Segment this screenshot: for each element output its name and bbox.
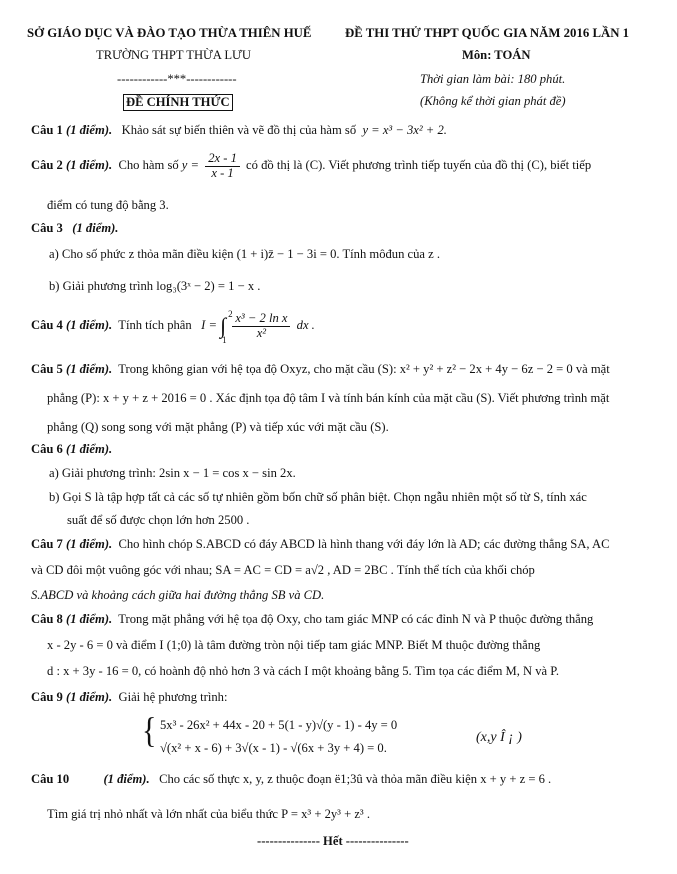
question-8-line3: d : x + 3y - 16 = 0, có hoành độ nhỏ hơn 3 và cách I một khoảng bằng 5. Tìm tọa các điểm M, N và P. <box>47 664 560 678</box>
integral-lhs: I = <box>201 318 217 333</box>
question-5-line2: phẳng (P): x + y + z + 2016 = 0 . Xác định tọa độ tâm I và tính bán kính của mặt cầu (S). Viết phương trình mặt <box>47 391 610 405</box>
fraction-numerator: x³ − 2 ln x <box>232 312 290 327</box>
fraction-denominator: x² <box>256 325 267 340</box>
time-limit: Thời gian làm bài: 180 phút. <box>420 72 566 86</box>
question-7 <box>31 537 609 552</box>
question-1 <box>31 123 447 138</box>
question-6b-line2: suất để số được chọn lớn hơn 2500 . <box>67 513 250 527</box>
end-marker: --------------- Hết --------------- <box>257 834 409 848</box>
question-text: Khảo sát sự biến thiên và vẽ đồ thị của hàm số <box>121 123 357 137</box>
function-lhs: y = <box>181 158 200 173</box>
function-fraction <box>205 152 240 181</box>
school-name: TRƯỜNG THPT THỪA LƯU <box>96 48 251 62</box>
question-formula: y = x³ − 3x² + 2. <box>362 123 447 137</box>
question-points: (1 điểm). <box>66 537 113 551</box>
question-2 <box>31 152 591 181</box>
system-brace: { <box>142 710 157 751</box>
question-points: (1 điểm). <box>66 442 113 456</box>
system-equation-1: 5x³ - 26x² + 44x - 20 + 5(1 - y)√(y - 1) - 4y = 0 <box>160 718 398 732</box>
question-points: (1 điểm). <box>66 362 113 376</box>
question-points: (1 điểm). <box>66 690 113 704</box>
question-5-line3: phẳng (Q) song song với mặt phẳng (P) và tiếp xúc với mặt cầu (S). <box>47 420 389 434</box>
question-3b: b) Giải phương trình log₃(3ˣ − 2) = 1 − x . <box>49 279 261 293</box>
fraction-numerator: 2x - 1 <box>205 152 240 167</box>
question-5 <box>31 362 610 377</box>
question-6a: a) Giải phương trình: 2sin x − 1 = cos x − sin 2x. <box>49 466 296 480</box>
official-exam-label: ĐỀ CHÍNH THỨC <box>123 94 233 111</box>
question-label: Câu 4 <box>31 318 63 333</box>
question-10-line2: Tìm giá trị nhỏ nhất và lớn nhất của biểu thức P = x³ + 2y³ + z³ . <box>47 807 371 821</box>
question-label: Câu 5 <box>31 362 63 376</box>
question-7-line3: S.ABCD và khoảng cách giữa hai đường thẳng SB và CD. <box>31 588 325 602</box>
question-2-line2: điểm có tung độ bằng 3. <box>47 198 169 212</box>
fraction-denominator: x - 1 <box>211 165 234 180</box>
integrand-fraction <box>232 312 290 341</box>
question-label: Câu 1 <box>31 123 63 137</box>
question-label: Câu 6 <box>31 442 63 456</box>
question-label: Câu 8 <box>31 612 63 626</box>
question-7-line2: và CD đôi một vuông góc với nhau; SA = AC = CD = a√2 , AD = 2BC . Tính thể tích của khối chóp <box>31 563 535 577</box>
question-3 <box>31 221 118 236</box>
subject: Môn: TOÁN <box>462 48 531 62</box>
question-label: Câu 2 <box>31 158 63 173</box>
question-text: Trong mặt phẳng với hệ tọa độ Oxy, cho tam giác MNP có các đỉnh N và P thuộc đường thẳng <box>118 612 594 626</box>
question-text: Cho hình chóp S.ABCD có đáy ABCD là hình thang với đáy lớn là AD; các đường thẳng SA, AC <box>118 537 610 551</box>
question-text: Tính tích phân <box>118 318 192 333</box>
question-text: Giải hệ phương trình: <box>118 690 228 704</box>
question-points: (1 điểm). <box>72 221 119 235</box>
question-points: (1 điểm). <box>66 123 113 137</box>
question-6b: b) Gọi S là tập hợp tất cả các số tự nhiên gồm bốn chữ số phân biệt. Chọn ngẫu nhiên một số từ S, tính xác <box>49 490 587 504</box>
question-label: Câu 10 <box>31 772 70 786</box>
department-name: SỞ GIÁO DỤC VÀ ĐÀO TẠO THỪA THIÊN HUẾ <box>27 26 312 40</box>
exam-title: ĐỀ THI THỬ THPT QUỐC GIA NĂM 2016 LẦN 1 <box>345 26 630 40</box>
system-domain: (x,y Î ¡ ) <box>476 730 522 745</box>
question-points: (1 điểm). <box>66 158 113 173</box>
question-label: Câu 9 <box>31 690 63 704</box>
question-8 <box>31 612 593 627</box>
question-label: Câu 7 <box>31 537 63 551</box>
integral-sign: ∫ 2 1 <box>220 309 233 346</box>
question-text: Cho các số thực x, y, z thuộc đoạn ë1;3û và thỏa mãn điều kiện x + y + z = 6 . <box>159 772 552 786</box>
question-points: (1 điểm). <box>66 612 113 626</box>
question-6 <box>31 442 112 457</box>
question-10 <box>31 772 551 787</box>
header-separator: ------------***------------ <box>117 72 237 86</box>
question-text: Cho hàm số <box>118 158 179 173</box>
integral-lower: 1 <box>222 335 227 346</box>
question-points: (1 điểm). <box>103 772 150 786</box>
question-text: Trong không gian với hệ tọa độ Oxyz, cho mặt cầu (S): x² + y² + z² − 2x + 4y − 6z − 2 = 0 và mặt <box>118 362 610 376</box>
question-points: (1 điểm). <box>66 318 113 333</box>
time-note: (Không kể thời gian phát đề) <box>420 94 566 108</box>
question-3a: a) Cho số phức z thỏa mãn điều kiện (1 + i)z̄ − 1 − 3i = 0. Tính môđun của z . <box>49 247 441 261</box>
question-8-line2: x - 2y - 6 = 0 và điểm I (1;0) là tâm đường tròn nội tiếp tam giác MNP. Biết M thuộc đường thẳng <box>47 638 541 652</box>
system-equation-2: √(x² + x - 6) + 3√(x - 1) - √(6x + 3y + 4) = 0. <box>160 741 387 755</box>
question-text-cont: có đồ thị là (C). Viết phương trình tiếp tuyến của đồ thị (C), biết tiếp <box>246 158 592 173</box>
question-9 <box>31 690 227 705</box>
question-label: Câu 3 <box>31 221 63 235</box>
question-4 <box>31 309 315 346</box>
integral-dx: dx . <box>296 318 315 333</box>
integral-upper: 2 <box>228 309 233 320</box>
